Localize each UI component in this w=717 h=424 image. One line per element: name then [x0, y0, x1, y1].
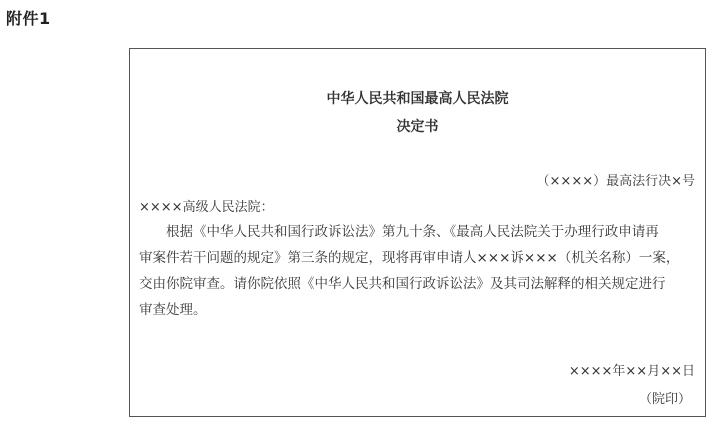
body-line: 审查处理。	[139, 302, 207, 318]
court-seal-placeholder: （院印）	[638, 392, 691, 407]
document-date: ××××年××月××日	[568, 364, 695, 379]
body-line: 根据《中华人民共和国行政诉讼法》第九十条、《最高人民法院关于办理行政申请再	[139, 224, 659, 240]
addressee: ××××高级人民法院：	[139, 200, 274, 215]
body-line: 审案件若干问题的规定》第三条的规定，现将再审申请人×××诉×××（机关名称）一案，	[139, 250, 680, 266]
document-body	[139, 219, 697, 323]
document-number: （××××）最高法行决×号	[536, 174, 695, 189]
body-line: 交由你院审查。请你院依照《中华人民共和国行政诉讼法》及其司法解释的相关规定进行	[139, 276, 666, 292]
decision-document-frame	[129, 48, 706, 417]
document-title: 中华人民共和国最高人民法院	[326, 91, 509, 107]
document-subtitle: 决定书	[396, 119, 439, 135]
attachment-label: 附件1	[6, 9, 51, 28]
